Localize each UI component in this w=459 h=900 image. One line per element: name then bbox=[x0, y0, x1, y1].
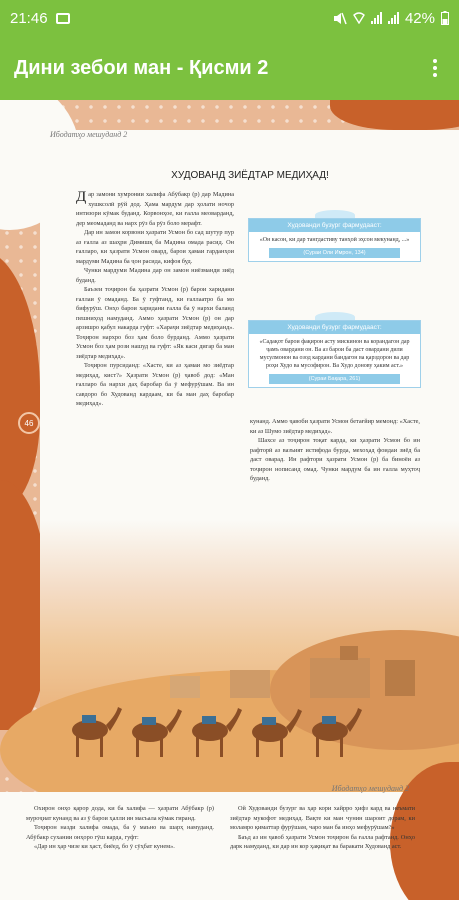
page-number: 46 bbox=[18, 412, 40, 434]
quote-head: Худованди бузург фармудааст: bbox=[249, 321, 420, 334]
running-head: Ибодатҳо мешуданд 2 bbox=[331, 784, 409, 793]
gallery-icon bbox=[56, 13, 70, 24]
quote-box bbox=[248, 320, 421, 388]
paragraph: «Дар ин ҳар чизе ки ҳаст, биёед, бо ӯ сӯҳбат кунем». bbox=[34, 843, 175, 850]
story-heading: ХУДОВАНД ЗИЁДТАР МЕДИҲАД! bbox=[171, 170, 329, 181]
paragraph: Ой Худованди бузург ва ҳар кори хайрро ҳифз кард ва неъмати зиёдтар мукофот медиҳад. Вақте ки ман чунин шароит дорам, ки моламро қиматтар фурӯшам, чаро ман ба инҳо мефурӯшам?» bbox=[230, 805, 415, 831]
overflow-menu-icon[interactable] bbox=[425, 59, 445, 77]
decorative-swirl bbox=[0, 250, 40, 510]
book-page-1 bbox=[0, 100, 459, 748]
decorative-swirl bbox=[330, 100, 459, 130]
status-bar bbox=[0, 0, 459, 36]
battery-icon bbox=[441, 11, 449, 25]
status-icons bbox=[333, 10, 449, 27]
paragraph: Шахсе аз тоҷирон тоқат карда, ки ҳазрати Усмон бо ин рафторӣ аз вазъият истифода бурда, мехоҳад фоидаи зиёд ба даст оварад. Ин рафтори ҳазрати Усмон (р) ба биноёи аз тоҷирон нописанд омад. Чунки мардум ба ин ғалла муҳтоҷ буданд. bbox=[250, 437, 420, 482]
drop-cap: Д bbox=[76, 189, 87, 205]
quote-box bbox=[248, 218, 421, 262]
text-column-right bbox=[250, 417, 420, 557]
paragraph: Тоҷирон назди халифа омада, ба ӯ маъно ва шарҳ намуданд. Абӯбакр сухании онҳоро гӯш карда, гуфт: bbox=[26, 824, 214, 841]
app-bar bbox=[0, 36, 459, 100]
quote-source: (Сураи Бақара, 261) bbox=[269, 374, 400, 384]
quote-body: «Садақот барои фақирон асту мискинон ва корандагон дар ҷамъ овардани он. Ва аз барои ба даст овардани дили мусулмонон ва озод кардани бандагон ва қарздорон ва дар роҳи Худо ва мусофирон. Ва Худо донову ҳаким аст.» bbox=[259, 339, 410, 369]
paragraph: Дар ин замон корвони ҳазрати Усмон бо сад шутур пур аз ғалла аз шаҳри Димишқ ба Мадина омада расид. Он ғалларо, ки ҳазрати Усмон овард, барои ҳамаи гарданҳои мардуми Мадина ба ҷон расида, кифоя буд. bbox=[76, 229, 234, 265]
paragraph: Чунки мардуми Мадина дар он замон ниёзманди зиёд буданд. bbox=[76, 267, 234, 284]
running-head: Ибодатҳо мешуданд 2 bbox=[50, 130, 128, 139]
camel-caravan bbox=[60, 705, 400, 765]
paragraph: ар замони хумронии халифа Абӯбакр (р) дар Мадина хушксолӣ рӯй дод. Ҳама мардум дар ҳолати ночор интизори кӯмак буданд. Корвонҳое, ки ғалла меоварданд, дер меомаданд ва нарх рӯз ба рӯз боло мерафт. bbox=[76, 191, 234, 227]
paragraph: кунанд. Аммо ҷавоби ҳазрати Усмон бетағйир мемонд: «Хасте, ки аз Шумо зиёдтар медиҳад». bbox=[250, 418, 420, 435]
text-column-left bbox=[26, 804, 214, 900]
paragraph: Тоҷирон пурсиданд: «Хасте, ки аз ҳамаи мо зиёдтар медиҳад, кист?» Ҳазрати Усмон (р) ҷавоб дод: «Ман ғалларо ба нархи даҳ баробар ба ӯ мефурӯшам. Ва ин савдоро бо Худованд кардаам, ки ба ман даҳ баробар медиҳад». bbox=[76, 362, 234, 407]
text-column-left bbox=[76, 190, 234, 650]
paragraph: Охирон онҳо қарор дода, ки ба халифа — ҳазрати Абӯбакр (р) муроҷиат кунанд ва аз ӯ барои ҳалли ин масъала кӯмак гиранд. bbox=[26, 805, 214, 822]
mute-icon bbox=[333, 12, 347, 25]
app-title: Дини зебои ман - Қисми 2 bbox=[14, 56, 269, 79]
quote-source: (Сураи Оли Имрон, 134) bbox=[269, 248, 400, 258]
paragraph: Баъзеи тоҷирон ба ҳазрати Усмон (р) барои харидани ғаллаи ӯ омаданд. Ба ӯ гуфтанд, ки ғаллаатро ба мо бифурӯш. Онҳо барои харидани ғалла ба ӯ нархи баланд пешниҳод намуданд. Аммо ҳазрати Усмон (р) он дар арзишро қабул накарда гуфт: «Хараҷи зиёдтар медиҳанд». Тоҷирон нархро боз ҳам боло бурданд. Аммо ҳазрати Усмон боз ҳам рози нашуд ва гуфт: «Як каси дигар ба ман зиёдтар медиҳад». bbox=[76, 286, 234, 360]
book-page-2 bbox=[0, 784, 459, 900]
document-viewer[interactable] bbox=[0, 100, 459, 900]
quote-head: Худованди бузург фармудааст: bbox=[249, 219, 420, 232]
wifi-icon bbox=[353, 12, 365, 24]
status-time: 21:46 bbox=[10, 9, 48, 27]
text-column-right bbox=[230, 804, 415, 900]
signal-icon bbox=[371, 12, 382, 24]
quote-body: «Он касон, ки дар тангдастиву танҳоӣ эҳсон мекунанд, ...» bbox=[259, 237, 410, 243]
battery-text: 42% bbox=[404, 9, 435, 27]
paragraph: Баъд аз ин ҷавоб ҳазрати Усмон тоҷирон ба ғалла рафтанд. Онҳо дарк намуданд, ки дар ин кор ҳақиқат ва баракати Худованд аст. bbox=[230, 833, 415, 850]
signal-icon-2 bbox=[388, 12, 399, 24]
